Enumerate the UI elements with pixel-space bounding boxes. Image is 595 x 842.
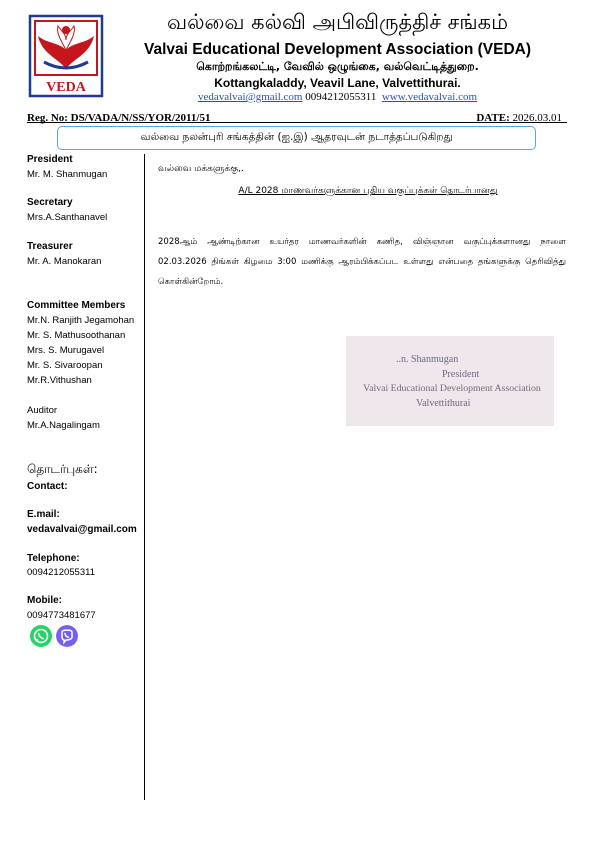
stamp-title: President (442, 369, 480, 380)
contact-label: Contact: (27, 481, 68, 492)
committee-member: Mr.R.Vithushan (27, 375, 92, 386)
address-tamil: கொற்றங்கலட்டி, வேவில் ஒழுங்கை, வல்வெட்டித்துறை. (196, 60, 479, 73)
president-stamp (346, 336, 554, 426)
president-label: President (27, 154, 73, 165)
org-title-english: Valvai Educational Development Association (VEDA) (143, 41, 532, 58)
header-email-link[interactable]: vedavalvai@gmail.com (197, 91, 303, 103)
secretary-label: Secretary (27, 197, 73, 208)
committee-member: Mr. S. Mathusoothanan (27, 330, 126, 341)
org-title-tamil: வல்வை கல்வி அபிவிருத்திச் சங்கம் (167, 10, 508, 34)
letter-subject: A/L 2028 மாணவர்களுக்கான புதிய வகுப்புக்கள் தொடர்பானது (238, 186, 498, 196)
committee-member: Mr.N. Ranjith Jegamohan (27, 315, 135, 326)
support-banner: வல்வை நலன்புரி சங்கத்தின் (ஐ.இ) ஆதரவுடன் நடாத்தப்படுகிறது (57, 126, 536, 150)
email-value[interactable]: vedavalvai@gmail.com (27, 524, 137, 535)
committee-label: Committee Members (27, 300, 126, 311)
stamp-org: Valvai Educational Development Association (363, 383, 541, 394)
telephone-label: Telephone: (27, 553, 80, 564)
letter-greeting: வல்வை மக்களுக்கு,. (158, 164, 244, 174)
auditor-name: Mr.A.Nagalingam (27, 420, 100, 431)
logo-text: VEDA (46, 80, 86, 95)
mobile-value: 0094773481677 (27, 610, 96, 621)
address-english: Kottangkaladdy, Veavil Lane, Valvettithurai. (214, 76, 461, 90)
header-website-link[interactable]: www.vedavalvai.com (381, 91, 478, 103)
committee-member: Mrs. S. Murugavel (27, 345, 105, 356)
auditor-label: Auditor (27, 405, 58, 416)
whatsapp-icon[interactable] (30, 625, 52, 647)
date-value: 2026.03.01 (512, 112, 562, 124)
contacts-heading-tamil: தொடர்புகள்: (27, 462, 98, 476)
president-name: Mr. M. Shanmugan (27, 169, 108, 180)
viber-icon[interactable] (56, 625, 78, 647)
treasurer-name: Mr. A. Manokaran (27, 256, 102, 267)
email-label: E.mail: (27, 509, 60, 520)
stamp-place: Valvettithurai (416, 398, 471, 409)
committee-member: Mr. S. Sivaroopan (27, 360, 103, 371)
header-divider (27, 122, 567, 123)
header-phone: 0094212055311 (305, 91, 377, 103)
mobile-label: Mobile: (27, 595, 62, 606)
treasurer-label: Treasurer (27, 241, 73, 252)
date-label: DATE: (476, 112, 510, 124)
telephone-value: 0094212055311 (27, 567, 95, 578)
header-contact-line (40, 91, 595, 103)
letter-body: 2028ஆம் ஆண்டிற்கான உயர்தர மாணவர்களின் கணித, விஞ்ஞான வகுப்புக்களானது நாளை 02.03.2026 திங்கள் கிழமை 3:00 மணிக்கு ஆரம்பிக்கப்பட உள்ளது என்பதை தங்களுக்கு தெரிவித்து கொள்கின்றோம். (158, 237, 566, 287)
sidebar-divider (144, 154, 145, 800)
secretary-name: Mrs.A.Santhanavel (27, 212, 108, 223)
registration-number: Reg. No: DS/VADA/N/SS/YOR/2011/51 (27, 112, 211, 124)
stamp-signature: ..n. Shanmugan (396, 354, 459, 365)
